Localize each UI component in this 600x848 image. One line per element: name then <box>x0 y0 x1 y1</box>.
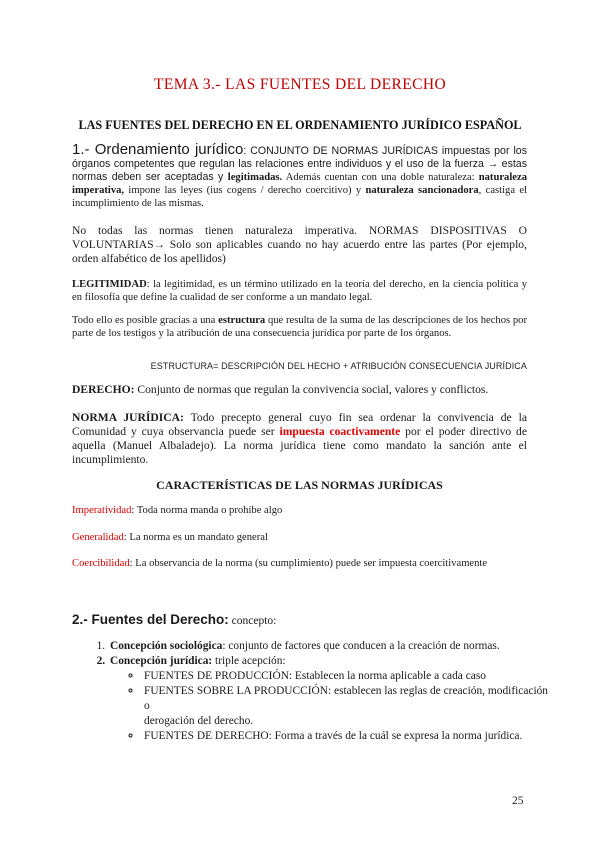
caracteristica-generalidad: Generalidad: La norma es un mandato general <box>72 532 268 543</box>
caracteristicas-heading: CARACTERÍSTICAS DE LAS NORMAS JURÍDICAS <box>156 478 443 492</box>
highlight-impuesta: impuesta coactivamente <box>279 425 401 438</box>
section-2-heading: 2.- Fuentes del Derecho: concepto: <box>72 612 277 627</box>
section-1-heading: 1.- Ordenamiento jurídico <box>72 141 244 158</box>
norma-juridica-label: NORMA JURÍDICA: <box>72 411 184 424</box>
derecho-label: DERECHO: <box>72 383 135 396</box>
estructura-paragraph: Todo ello es posible gracias a una estructura que resulta de la suma de las descripciones de los hechos por parte de los testigos y la atribución de una consecuencia jurídica por parte de los órganos. <box>72 315 527 339</box>
page-number: 25 <box>512 795 524 807</box>
structure-formula: ESTRUCTURA= DESCRIPCIÓN DEL HECHO + ATRIBUCIÓN CONSECUENCIA JURÍDICA <box>150 361 527 371</box>
sublist-item: ◦ FUENTES SOBRE LA PRODUCCIÓN: establecen las reglas de creación, modificación o derogación del derecho. <box>142 684 548 729</box>
sublist-item: ◦ FUENTES DE DERECHO: Forma a través de la cuál se expresa la norma jurídica. <box>142 729 548 744</box>
acepciones-sublist <box>110 669 548 744</box>
caracteristica-coercibilidad: Coercibilidad: La observancia de la norma (su cumplimiento) puede ser impuesta coercitivamente <box>72 558 488 569</box>
caracteristica-imperatividad: Imperatividad: Toda norma manda o prohíbe algo <box>72 505 283 516</box>
ordenamiento-paragraph: 1.- Ordenamiento jurídico: CONJUNTO DE NORMAS JURÍDICAS impuestas por los órganos competentes que regulan las relaciones entre individuos y el uso de la fuerza → estas normas deben ser aceptadas y legitimadas. Además cuentan con una doble naturaleza: naturaleza imperativa, impone las leyes (ius cogens / derecho coercitivo) y naturaleza sancionadora, castiga el incumplimiento de las mismas. <box>72 141 528 209</box>
page-title: TEMA 3.- LAS FUENTES DEL DERECHO <box>153 76 447 93</box>
legitimidad-paragraph: LEGITIMIDAD: la legitimidad, es un término utilizado en la teoría del derecho, en la ciencia política y en filosofía que define la cualidad de ser conforme a un mandato legal. <box>72 279 527 303</box>
normas-dispositivas-paragraph: No todas las normas tienen naturaleza imperativa. NORMAS DISPOSITIVAS O VOLUNTARIAS→ Solo son aplicables cuando no hay acuerdo entre las partes (Por ejemplo, orden alfabético de los apellidos) <box>72 224 527 265</box>
list-item: 2. Concepción jurídica: triple acepción: ◦ FUENTES DE PRODUCCIÓN: Establecen la norma aplicable a cada caso ◦ FUENTES SOBRE LA PRODUCCIÓN: establecen las reglas de creación, modificación o derogación del derecho. ◦ FUENTES DE DERECHO: Forma a través de la cuál se expresa la norma jurídica. <box>108 654 548 744</box>
list-item: 1. Concepción sociológica: conjunto de factores que conducen a la creación de normas. <box>108 639 548 654</box>
section-subtitle: LAS FUENTES DEL DERECHO EN EL ORDENAMIENTO JURÍDICO ESPAÑOL <box>78 118 522 132</box>
sublist-item: ◦ FUENTES DE PRODUCCIÓN: Establecen la norma aplicable a cada caso <box>142 669 548 684</box>
legitimidad-label: LEGITIMIDAD <box>72 279 147 290</box>
norma-juridica-definition: NORMA JURÍDICA: Todo precepto general cuyo fin sea ordenar la convivencia de la Comunidad y cuya observancia puede ser impuesta coactivamente por el poder directivo de aquella (Manuel Albaladejo). La norma jurídica tiene como mandato la sanción ante el incumplimiento. <box>72 411 527 466</box>
fuentes-list <box>88 639 548 744</box>
derecho-definition: DERECHO: Conjunto de normas que regulan la convivencia social, valores y conflictos. <box>72 383 489 396</box>
